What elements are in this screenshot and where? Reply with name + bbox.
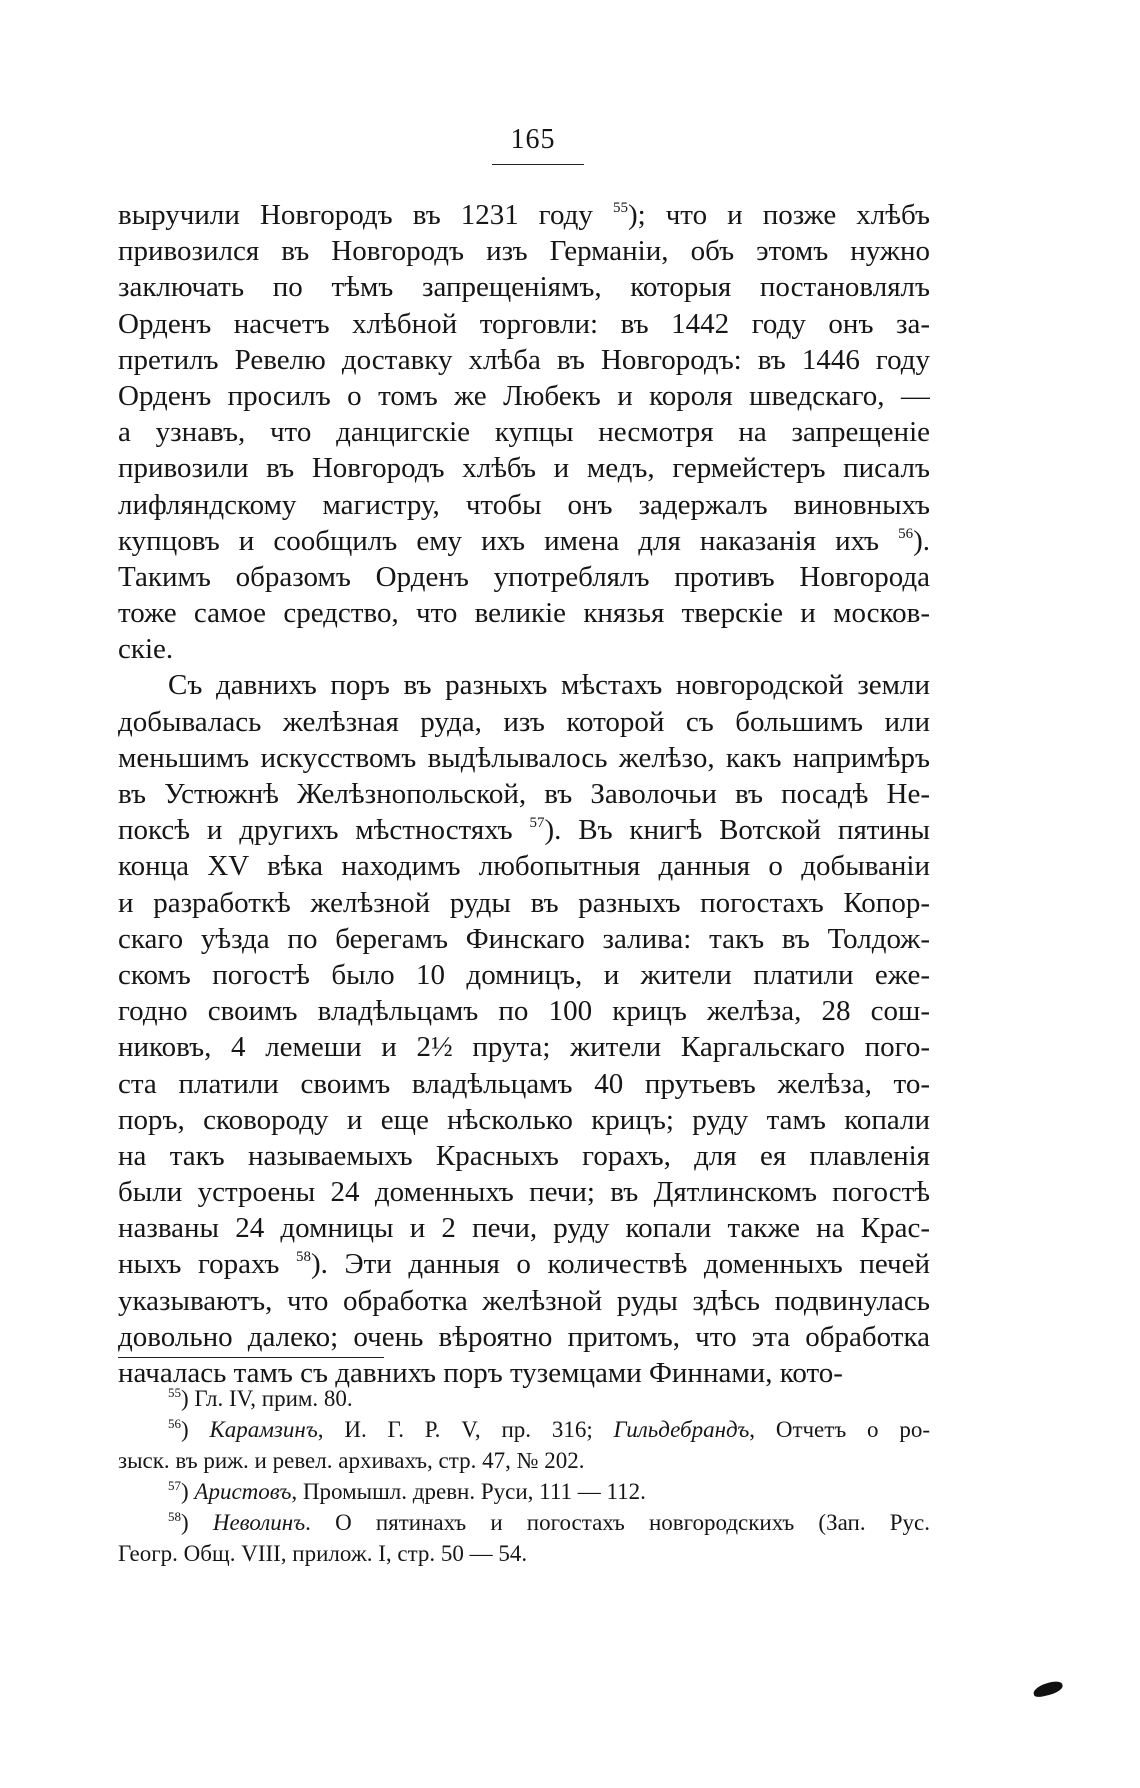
text-line-continuation: ); что и позже хлѣбъ xyxy=(627,199,930,231)
text-line-content: привозился въ Новгородъ изъ Германіи, объ этомъ нужно xyxy=(118,235,930,268)
text-line-content: заключать по тѣмъ запрещеніямъ, которыя постановлялъ xyxy=(118,271,930,304)
text-line xyxy=(118,487,930,523)
text-line-content: Орденъ просилъ о томъ же Любекъ и короля шведскаго, — xyxy=(118,379,930,412)
footnote-line xyxy=(118,1445,930,1476)
text-line xyxy=(118,306,930,342)
text-line-content: поксѣ и другихъ мѣстностяхъ xyxy=(118,814,530,847)
text-line xyxy=(118,1283,930,1319)
text-line xyxy=(118,1319,930,1355)
footnote-number: 58 xyxy=(168,1509,181,1524)
text-line-content: годно своимъ владѣльцамъ по 100 крицъ желѣза, 28 сош- xyxy=(118,995,930,1028)
text-line-content: поръ, сковороду и еще нѣсколько крицъ; руду тамъ копали xyxy=(118,1103,930,1136)
footnote-text: Геогр. Общ. VIII, прилож. I, стр. 50 — 54. xyxy=(118,1541,528,1566)
text-line xyxy=(118,559,930,595)
footnote-text: . О пятинахъ и погостахъ новгородскихъ (Зап. Рус. xyxy=(305,1510,930,1535)
text-line-content: началась тамъ съ давнихъ поръ туземцами Финнами, кото- xyxy=(118,1357,843,1389)
text-line-content: ста платили своимъ владѣльцамъ 40 прутьевъ желѣза, то- xyxy=(118,1067,930,1100)
text-line xyxy=(118,523,930,559)
footnote-rule xyxy=(118,1357,384,1358)
text-line xyxy=(118,776,930,812)
footnote-line xyxy=(118,1538,930,1569)
text-line-content: и разработкѣ желѣзной руды въ разныхъ погостахъ Копор- xyxy=(118,886,930,919)
text-line xyxy=(118,704,930,740)
text-line-content: выручили Новгородъ въ 1231 году xyxy=(118,199,613,231)
text-line xyxy=(118,197,930,233)
text-line-content: были устроены 24 доменныхъ печи; въ Дятлинскомъ погостѣ xyxy=(118,1176,930,1209)
footnote-number: 55 xyxy=(168,1385,181,1400)
text-line xyxy=(118,667,930,703)
text-line-content: добывалась желѣзная руда, изъ которой съ большимъ или xyxy=(118,705,930,738)
author-name: Аристовъ xyxy=(194,1479,292,1504)
author-name: Гильдебрандъ xyxy=(613,1417,750,1442)
footnote-line xyxy=(118,1414,930,1445)
text-line xyxy=(118,1102,930,1138)
footnote-number: 56 xyxy=(168,1416,181,1431)
footnote-reference: 57 xyxy=(529,815,545,832)
text-line-continuation: ). xyxy=(913,524,930,557)
text-line xyxy=(118,269,930,305)
text-line-content: меньшимъ искусствомъ выдѣлывалось желѣзо, какъ напримѣръ xyxy=(118,741,930,774)
footnote-text: , Отчетъ о ро- xyxy=(749,1417,930,1442)
footnotes xyxy=(118,1383,930,1569)
footnote-text: , Промышл. древн. Руси, 111 — 112. xyxy=(291,1479,646,1504)
text-line xyxy=(118,921,930,957)
text-line-content: никовъ, 4 лемеши и 2½ прута; жители Каргальскаго пого- xyxy=(118,1031,930,1064)
footnote-reference: 56 xyxy=(898,525,914,542)
text-line-content: ныхъ горахъ xyxy=(118,1248,296,1281)
text-line xyxy=(118,740,930,776)
footnote-number: 57 xyxy=(168,1478,181,1493)
footnote-line xyxy=(118,1476,930,1507)
text-line-content: въ Устюжнѣ Желѣзнопольской, въ Заволочьи въ посадѣ Не- xyxy=(118,778,930,810)
main-text xyxy=(118,197,930,1391)
footnote-line xyxy=(118,1507,930,1538)
text-line xyxy=(118,342,930,378)
text-line-content: Съ давнихъ поръ въ разныхъ мѣстахъ новгородской земли xyxy=(168,669,930,702)
text-line xyxy=(118,1174,930,1210)
text-line xyxy=(118,812,930,848)
text-line-content: указываютъ, что обработка желѣзной руды здѣсь подвинулась xyxy=(118,1284,930,1317)
text-line-content: скаго уѣзда по берегамъ Финскаго залива: такъ въ Толдож- xyxy=(118,922,930,955)
text-line xyxy=(118,1066,930,1102)
footnote-text: ) xyxy=(181,1479,195,1504)
text-line-content: тоже самое средство, что великіе князья тверскіе и москов- xyxy=(118,597,930,630)
text-line-continuation: ). Эти данныя о количествѣ доменныхъ печей xyxy=(310,1248,930,1281)
footnote-text: ) xyxy=(181,1417,210,1442)
footnote-text: ) xyxy=(181,1510,213,1535)
text-line-content: названы 24 домницы и 2 печи, руду копали также на Крас- xyxy=(118,1212,930,1245)
ink-smudge xyxy=(1032,1680,1064,1699)
text-line-content: привозили въ Новгородъ хлѣбъ и медъ, гермейстеръ писалъ xyxy=(118,452,930,485)
text-line xyxy=(118,233,930,269)
text-line xyxy=(118,957,930,993)
text-line xyxy=(118,848,930,884)
text-line-content: а узнавъ, что данцигскіе купцы несмотря на запрещеніе xyxy=(118,416,930,449)
text-line xyxy=(118,1210,930,1246)
footnote-text: зыск. въ риж. и ревел. архивахъ, стр. 47, № 202. xyxy=(118,1448,585,1473)
author-name: Карамзинъ xyxy=(209,1417,318,1442)
text-line xyxy=(118,595,930,631)
footnote-reference: 55 xyxy=(612,200,628,216)
footnote-text: , И. Г. Р. V, пр. 316; xyxy=(317,1417,614,1442)
text-line-content: конца XV вѣка находимъ любопытныя данныя о добываніи xyxy=(118,850,930,883)
text-line xyxy=(118,1246,930,1282)
text-line-content: скомъ погостѣ было 10 домницъ, и жители платили еже- xyxy=(118,958,930,991)
text-line-content: на такъ называемыхъ Красныхъ горахъ, для ея плавленія xyxy=(118,1139,930,1172)
text-line xyxy=(118,450,930,486)
text-line xyxy=(118,378,930,414)
text-line xyxy=(118,1138,930,1174)
text-line-continuation: ). Въ книгѣ Вотской пятины xyxy=(544,814,930,847)
author-name: Неволинъ xyxy=(212,1510,306,1535)
text-line-content: скіе. xyxy=(118,633,174,666)
text-line-content: Орденъ насчетъ хлѣбной торговли: въ 1442 году онъ за- xyxy=(118,307,930,340)
text-line-content: купцовъ и сообщилъ ему ихъ имена для наказанія ихъ xyxy=(118,524,899,557)
text-line xyxy=(118,993,930,1029)
text-line-content: претилъ Ревелю доставку хлѣба въ Новгородъ: въ 1446 году xyxy=(118,343,930,376)
footnote-line xyxy=(118,1383,930,1414)
text-line xyxy=(118,1029,930,1065)
footnote-text: ) Гл. IV, прим. 80. xyxy=(181,1386,353,1411)
page-number: 165 xyxy=(510,124,556,155)
text-line-content: лифляндскому магистру, чтобы онъ задержалъ виновныхъ xyxy=(118,488,930,521)
text-line xyxy=(118,631,930,667)
footnote-reference: 58 xyxy=(295,1249,311,1266)
page-number-rule xyxy=(492,164,584,165)
text-line xyxy=(118,414,930,450)
text-line-content: Такимъ образомъ Орденъ употреблялъ противъ Новгорода xyxy=(118,560,930,593)
text-line-content: довольно далеко; очень вѣроятно притомъ, что эта обработка xyxy=(118,1320,930,1353)
text-line xyxy=(118,885,930,921)
